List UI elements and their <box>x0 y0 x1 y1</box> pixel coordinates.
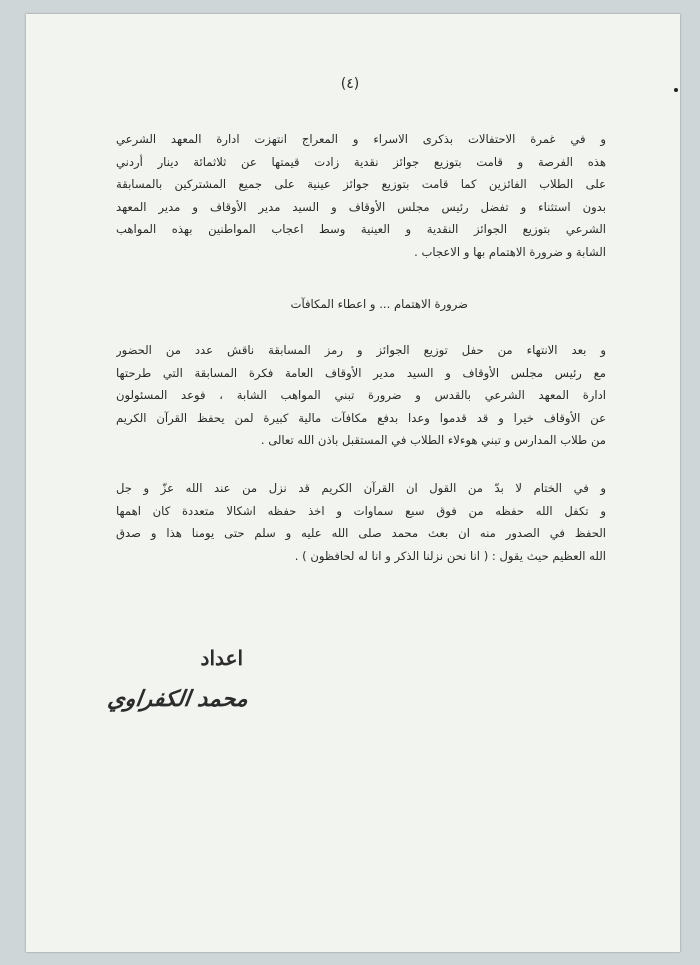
section-heading: ضرورة الاهتمام ... و اعطاء المكافآت <box>290 297 468 311</box>
text-line: و بعد الانتهاء من حفل توزيع الجوائز و رمز المسابقة ناقش عدد من الحضور <box>116 343 606 357</box>
text-line: و في الختام لا بدّ من القول ان القرآن الكريم قد نزل من عند الله عزّ و جل <box>116 481 606 495</box>
text-line: الحفظ في الصدور منه ان بعث محمد صلى الله عليه و سلم حتى يومنا هذا و صدق <box>116 526 606 540</box>
text-line: هذه الفرصة و قامت بتوزيع جوائز نقدية زادت قيمتها عن ثلاثمائة دينار أردني <box>116 154 606 169</box>
text-line: و في غمرة الاحتفالات بذكرى الاسراء و المعراج انتهزت ادارة المعهد الشرعي <box>116 132 606 146</box>
paragraph-1 <box>116 128 606 263</box>
page-number: (٤) <box>340 76 360 92</box>
text-line: مع رئيس مجلس الأوقاف و السيد مدير الأوقاف العامة فكرة المسابقة التي طرحتها <box>116 365 606 380</box>
text-line: على الطلاب الفائزين كما قامت بتوزيع جوائز عينية على جميع المشتركين بالمسابقة <box>116 177 606 191</box>
text-line: الشرعي بتوزيع الجوائز النقدية و العينية وسط اعجاب المواطنين بهذه المواهب <box>116 222 606 236</box>
text-line: بدون استثناء و تفضل رئيس مجلس الأوقاف و السيد مدير الأوقاف و مدير المعهد <box>116 199 606 214</box>
text-line: الله العظيم حيث يقول : ( انا نحن نزلنا الذكر و انا له لحافظون ) . <box>294 548 606 563</box>
signature: محمد الكفراوي <box>106 686 250 712</box>
text-line: من طلاب المدارس و تبني هوءلاء الطلاب في المستقبل باذن الله تعالى . <box>260 433 606 447</box>
paragraph-2 <box>116 339 606 452</box>
prepared-by-label: اعداد <box>200 646 243 670</box>
paragraph-3 <box>116 477 606 567</box>
text-line: عن الأوقاف خيرا و قد قدموا وعدا بدفع مكافآت مالية كبيرة لمن يحفظ القرآن الكريم <box>116 410 606 425</box>
text-line: و تكفل الله حفظه من فوق سبع سماوات و اخذ حفظه اشكالا متعددة كان اهمها <box>116 503 606 518</box>
text-line: الشابة و ضرورة الاهتمام بها و الاعجاب . <box>414 244 606 259</box>
text-line: ادارة المعهد الشرعي بالقدس و ضرورة تبني المواهب الشابة ، فوعد المسئولون <box>116 388 606 402</box>
